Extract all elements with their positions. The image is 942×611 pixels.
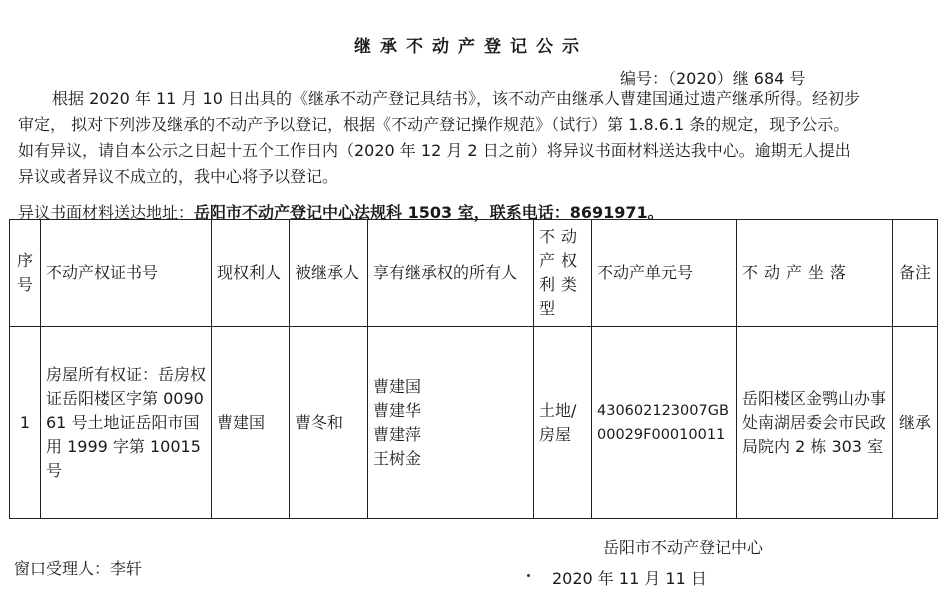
cell-heirs [368, 327, 534, 519]
body-line-4: 异议或者异议不成立的，我中心将予以登记。 [18, 167, 339, 186]
cell-cert: 房屋所有权证：岳房权证岳阳楼区字第 009061 号土地证岳阳市国用 1999 字第 10015 号 [41, 327, 212, 519]
notice-number: 编号：（2020）继 684 号 [620, 69, 806, 88]
header-location: 不动产坐落 [737, 220, 893, 327]
heir-name: 王树金 [373, 448, 422, 468]
header-owner: 现权利人 [212, 220, 290, 327]
heir-name: 曹建华 [373, 400, 422, 420]
header-decedent: 被继承人 [290, 220, 368, 327]
issue-date: 2020 年 11 月 11 日 [552, 569, 707, 588]
cell-owner: 曹建国 [212, 327, 290, 519]
notice-body [18, 86, 930, 190]
window-receiver: 窗口受理人：李轩 [14, 559, 143, 578]
header-type: 不动产权利类型 [534, 220, 592, 327]
body-line-3: 如有异议，请自本公示之日起十五个工作日内（2020 年 12 月 2 日之前）将异议书面材料送达我中心。逾期无人提出 [18, 141, 851, 160]
table-row [10, 327, 938, 519]
header-unit: 不动产单元号 [592, 220, 737, 327]
issuing-office: 岳阳市不动产登记中心 [603, 538, 764, 557]
cell-seq: 1 [10, 327, 41, 519]
heir-name: 曹建萍 [373, 424, 422, 444]
cell-decedent: 曹冬和 [290, 327, 368, 519]
cell-unit: 430602123007GB00029F00010011 [592, 327, 737, 519]
cell-type: 土地/房屋 [534, 327, 592, 519]
header-seq: 序号 [10, 220, 41, 327]
notice-table [9, 219, 938, 519]
table-header-row [10, 220, 938, 327]
notice-title: 继承不动产登记公示 [354, 37, 588, 57]
dot-mark [527, 574, 530, 577]
body-line-1: 根据 2020 年 11 月 10 日出具的《继承不动产登记具结书》，该不动产由继承人曹建国通过遗产继承所得。经初步 [52, 89, 860, 108]
cell-location: 岳阳楼区金鹗山办事处南湖居委会市民政局院内 2 栋 303 室 [737, 327, 893, 519]
header-note: 备注 [893, 220, 938, 327]
cell-note: 继承 [893, 327, 938, 519]
body-line-2: 审定， 拟对下列涉及继承的不动产予以登记，根据《不动产登记操作规范》（试行）第 1.8.6.1 条的规定，现予公示。 [18, 115, 850, 134]
address-label: 异议书面材料送达地址： [18, 203, 195, 222]
header-cert: 不动产权证书号 [41, 220, 212, 327]
heir-name: 曹建国 [373, 376, 422, 396]
address-value: 岳阳市不动产登记中心法规科 1503 室，联系电话：8691971。 [194, 203, 664, 222]
header-heirs: 享有继承权的所有人 [368, 220, 534, 327]
